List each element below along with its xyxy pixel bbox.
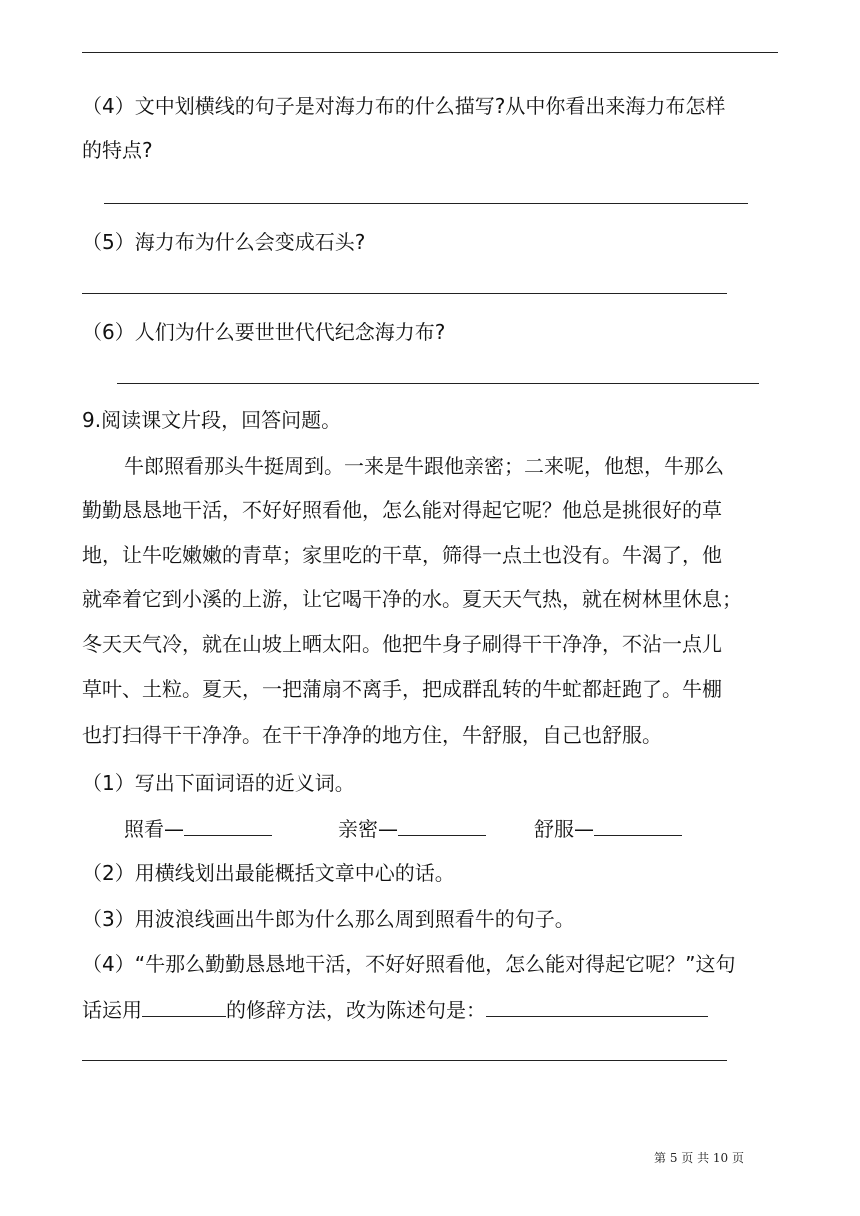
- sub3-text: （3）用波浪线画出牛郎为什么那么周到照看牛的句子。: [82, 907, 575, 931]
- passage-line: 地，让牛吃嫩嫩的青草；家里吃的干草，筛得一点土也没有。牛渴了，他: [82, 543, 722, 567]
- sub4-text-line1: （4）“牛那么勤勤恳恳地干活，不好好照看他，怎么能对得起它呢？”这句: [82, 952, 736, 976]
- q9-heading: 9.阅读课文片段，回答问题。: [82, 408, 342, 432]
- synonym-word: 舒服—: [534, 817, 594, 841]
- sub4-answer-line[interactable]: [82, 1060, 727, 1061]
- synonym-word: 照看—: [124, 817, 184, 841]
- rhetoric-blank[interactable]: [142, 996, 226, 1017]
- sub2-text: （2）用横线划出最能概括文章中心的话。: [82, 861, 455, 885]
- synonym-item-zhaokan: [124, 815, 272, 843]
- passage-line: 就牵着它到小溪的上游，让它喝干净的水。夏天天气热，就在树林里休息；: [82, 587, 742, 611]
- synonym-item-shufu: [534, 815, 682, 843]
- header-rule: [82, 52, 778, 53]
- q5-answer-line[interactable]: [82, 293, 727, 294]
- synonym-item-qinmi: [338, 815, 486, 843]
- sub4-middle: 的修辞方法，改为陈述句是：: [226, 998, 486, 1022]
- synonym-blank[interactable]: [398, 815, 486, 836]
- sub1-text: （1）写出下面词语的近义词。: [82, 771, 355, 795]
- q6-text: （6）人们为什么要世世代代纪念海力布?: [82, 320, 446, 344]
- passage-line: 冬天天气冷，就在山坡上晒太阳。他把牛身子刷得干干净净，不沾一点儿: [82, 632, 722, 656]
- q6-answer-line[interactable]: [117, 383, 759, 384]
- q4-answer-line[interactable]: [104, 203, 748, 204]
- passage-line: 也打扫得干干净净。在干干净净的地方住，牛舒服，自己也舒服。: [82, 723, 662, 747]
- q4-text-line2: 的特点?: [82, 138, 153, 162]
- passage-line: 草叶、土粒。夏天，一把蒲扇不离手，把成群乱转的牛虻都赶跑了。牛棚: [82, 677, 722, 701]
- passage-line: 牛郎照看那头牛挺周到。一来是牛跟他亲密；二来呢，他想，牛那么: [124, 454, 724, 478]
- synonym-blank[interactable]: [184, 815, 272, 836]
- declarative-blank[interactable]: [486, 996, 708, 1017]
- synonym-blank[interactable]: [594, 815, 682, 836]
- passage-line: 勤勤恳恳地干活，不好好照看他，怎么能对得起它呢？他总是挑很好的草: [82, 498, 722, 522]
- synonym-word: 亲密—: [338, 817, 398, 841]
- q5-text: （5）海力布为什么会变成石头?: [82, 230, 366, 254]
- page-number: 第 5 页 共 10 页: [654, 1151, 744, 1165]
- sub4-text-line2: [82, 996, 708, 1024]
- q4-text-line1: （4）文中划横线的句子是对海力布的什么描写?从中你看出来海力布怎样: [82, 94, 726, 118]
- sub4-prefix: 话运用: [82, 998, 142, 1022]
